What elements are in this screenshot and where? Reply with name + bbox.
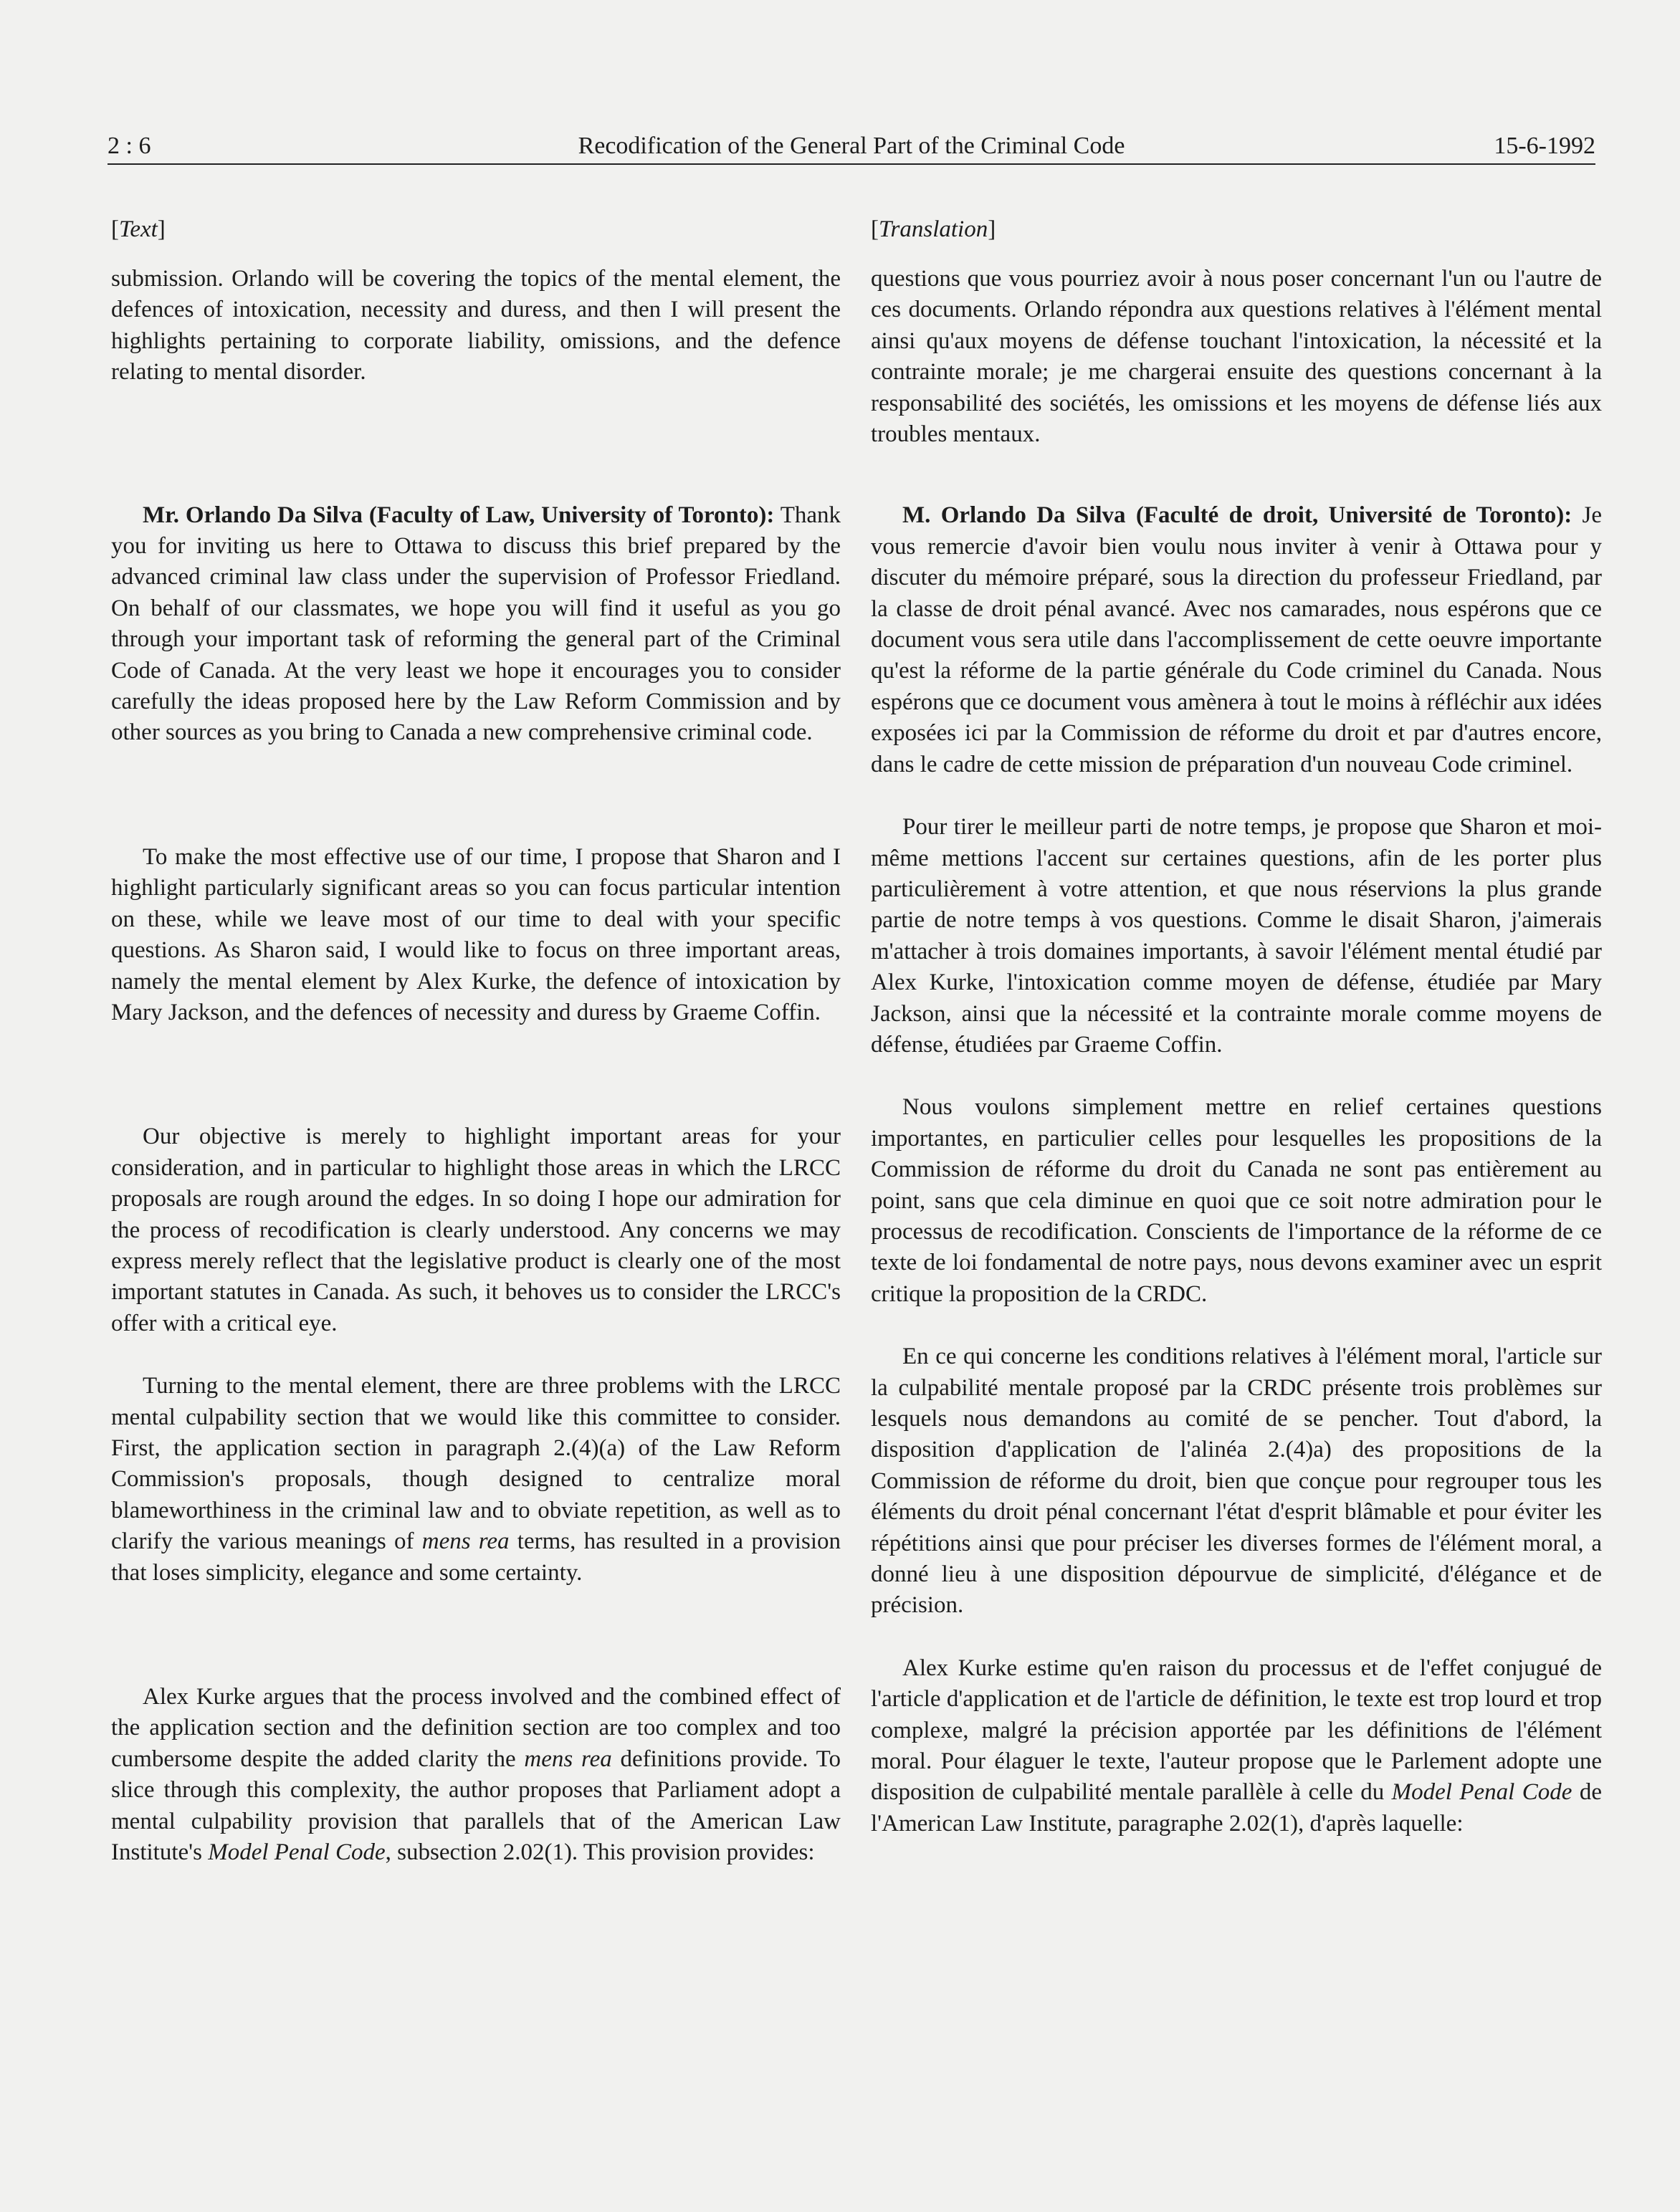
paragraph: En ce qui concerne les conditions relatives à l'élément moral, l'article sur la culpabilité mentale proposé par la CRDC présente trois problèmes sur lesquels nous demandons au comité de se pencher. Tout d'abord, la disposition d'application de l'alinéa 2.(4)a) des propositions de la Commission de réforme du droit, bien que conçue pour regrouper tous les éléments du droit pénal concernant l'état d'esprit blâmable et pour éviter les répétitions ainsi que pour préciser les diverses formes de l'élément moral, a donné lieu à une disposition dépourvue de simplicité, d'élégance et de précision. <box>871 1344 1602 1619</box>
paragraph: To make the most effective use of our time, I propose that Sharon and I highlight particularly significant areas so you can focus particular intention on these, while we leave most of our time to deal with your specific questions. As Sharon said, I would like to focus on three important areas, namely the mental element by Alex Kurke, the defence of intoxication by Mary Jackson, and the defences of necessity and duress by Graeme Coffin. <box>111 843 841 1025</box>
paragraph: Nous voulons simplement mettre en relief certaines questions importantes, en particulier celles pour lesquelles les propositions de la Commission de réforme du droit du Canada ne sont pas entièrement au point, sans que cela diminue en quoi que ce soit notre admiration pour le processus de recodification. Conscients de l'importance de la réforme de ce texte de loi fondamental de notre pays, nous devons examiner avec un esprit critique la proposition de la CRDC. <box>871 1094 1602 1307</box>
column-label-text: [Text] <box>111 216 166 242</box>
speaker-name: M. Orlando Da Silva (Faculté de droit, Université de Toronto): <box>902 502 1572 529</box>
header-rule <box>108 163 1595 165</box>
paragraph: Alex Kurke argues that the process involved and the combined effect of the application section and the definition section are too complex and too cumbersome despite the added clarity the mens rea definitions provide. To slice through this complexity, the author proposes that Parliament adopt a mental culpability provision that parallels that of the American Law Institute's Model Penal Code, subsection 2.02(1). This provision provides: <box>111 1684 841 1866</box>
paragraph: Pour tirer le meilleur parti de notre temps, je propose que Sharon et moi-même mettions l'accent sur certaines questions, afin de les porter plus particulièrement à votre attention, et que nous réservions la plus grande partie de notre temps à vos questions. Comme le disait Sharon, j'aimerais m'attacher à trois domaines importants, à savoir l'élément mental étudié par Alex Kurke, l'intoxication comme moyen de défense, étudiée par Mary Jackson, ainsi que la nécessité et la contrainte morale comme moyens de défense, étudiées par Graeme Coffin. <box>871 814 1602 1058</box>
column-label-translation: [Translation] <box>871 216 996 242</box>
paragraph: Alex Kurke estime qu'en raison du processus et de l'effet conjugué de l'article d'application et de l'article de définition, le texte est trop lourd et trop complexe, malgré la précision apportée par les définitions de l'élément moral. Pour élaguer le texte, l'auteur propose que le Parlement adopte une disposition de culpabilité mentale parallèle à celle du Model Penal Code de l'American Law Institute, paragraphe 2.02(1), d'après laquelle: <box>871 1655 1603 1837</box>
paragraph: questions que vous pourriez avoir à nous poser concernant l'un ou l'autre de ces documents. Orlando répondra aux questions relatives à l'élément mental ainsi qu'aux moyens de défense touchant l'intoxication, la nécessité et la contrainte morale; je me chargerai ensuite des questions concernant à la responsabilité des sociétés, les omissions et les moyens de défense liés aux troubles mentaux. <box>871 266 1602 448</box>
header-date: 15-6-1992 <box>1494 133 1595 159</box>
paragraph-speaker: M. Orlando Da Silva (Faculté de droit, Université de Toronto): Je vous remercie d'avoir bien voulu nous inviter à venir à Ottawa pour y discuter du mémoire préparé, sous la direction du professeur Friedland, par la classe de droit pénal avancé. Avec nos camarades, nous espérons que ce document vous sera utile dans l'accomplissement de cette oeuvre importante qu'est la réforme de la partie générale du Code criminel du Canada. Nous espérons que ce document vous amènera à tout le moins à réfléchir aux idées exposées ici par la Commission de réforme du droit et par d'autres encore, dans le cadre de cette mission de préparation d'un nouveau Code criminel. <box>871 502 1602 777</box>
french-column <box>871 208 1602 1839</box>
english-column <box>111 208 841 1868</box>
paragraph-speaker: Mr. Orlando Da Silva (Faculty of Law, University of Toronto): Thank you for inviting us here to Ottawa to discuss this brief prepared by the advanced criminal law class under the supervision of Professor Friedland. On behalf of our classmates, we hope you will find it useful as you go through your important task of reforming the general part of the Criminal Code of Canada. At the very least we hope it encourages you to consider carefully the ideas proposed here by the Law Reform Commission and by other sources as you bring to Canada a new comprehensive criminal code. <box>111 502 841 746</box>
paragraph: Turning to the mental element, there are three problems with the LRCC mental culpability section that we would like this committee to consider. First, the application section in paragraph 2.(4)(a) of the Law Reform Commission's proposals, though designed to centralize moral blameworthiness in the criminal law and to obviate repetition, as well as to clarify the various meanings of mens rea terms, has resulted in a provision that loses simplicity, elegance and some certainty. <box>111 1373 841 1586</box>
running-title: Recodification of the General Part of the Criminal Code <box>578 133 1125 159</box>
speaker-name: Mr. Orlando Da Silva (Faculty of Law, University of Toronto): <box>143 502 775 528</box>
paragraph: submission. Orlando will be covering the topics of the mental element, the defences of intoxication, necessity and duress, and then I will present the highlights pertaining to corporate liability, omissions, and the defence relating to mental disorder. <box>111 266 841 386</box>
running-header <box>108 128 1595 165</box>
page-number: 2 : 6 <box>108 133 151 159</box>
paragraph: Our objective is merely to highlight important areas for your consideration, and in particular to highlight those areas in which the LRCC proposals are rough around the edges. In so doing I hope our admiration for the process of recodification is clearly understood. Any concerns we may express merely reflect that the legislative product is clearly one of the most important statutes in Canada. As such, it behoves us to consider the LRCC's offer with a critical eye. <box>111 1124 841 1336</box>
